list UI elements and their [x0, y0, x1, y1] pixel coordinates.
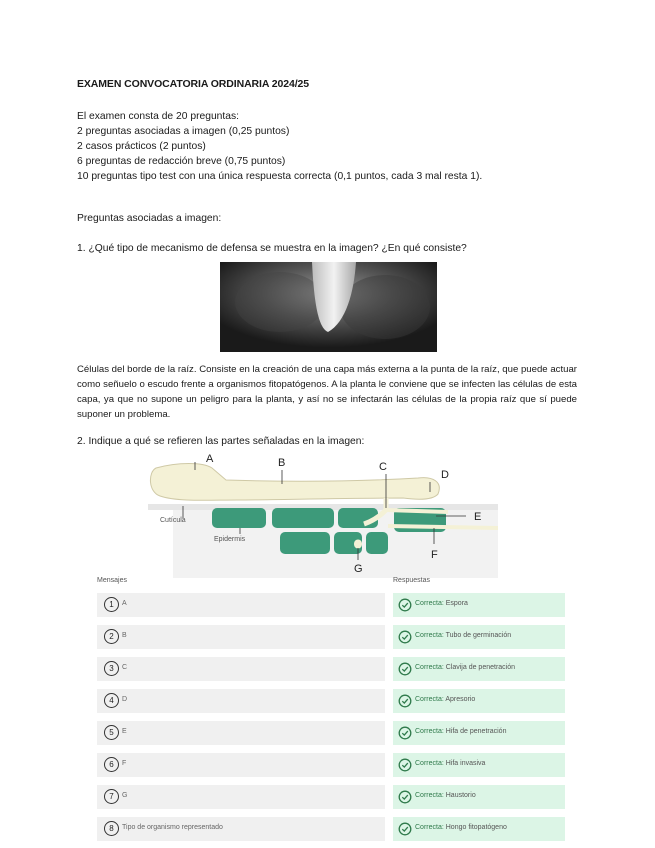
answer-text	[415, 760, 485, 767]
matching-row	[97, 657, 565, 681]
message-cell	[97, 657, 385, 681]
answer-value: Espora	[445, 600, 468, 607]
root-border-cells-photo	[220, 262, 437, 352]
fungal-infection-diagram	[148, 448, 498, 578]
mesophyll-cell	[366, 532, 388, 554]
check-circle-icon	[398, 694, 412, 708]
diagram-letter-e: E	[474, 511, 482, 523]
check-circle-icon	[398, 662, 412, 676]
correct-prefix: Correcta:	[415, 824, 444, 831]
correct-prefix: Correcta:	[415, 728, 444, 735]
message-text: G	[122, 792, 128, 799]
answer-text	[415, 600, 468, 607]
number-circle: 8	[104, 821, 119, 836]
matching-row	[97, 785, 565, 809]
intro-line: 10 preguntas tipo test con una única respuesta correcta (0,1 puntos, cada 3 mal resta 1).	[77, 171, 483, 182]
answer-text	[415, 728, 506, 735]
diagram-letter-d: D	[441, 469, 449, 481]
answer-cell	[393, 721, 565, 745]
number-circle: 1	[104, 597, 119, 612]
section-title: Preguntas asociadas a imagen:	[77, 213, 222, 224]
number-circle: 7	[104, 789, 119, 804]
question-1: 1. ¿Qué tipo de mecanismo de defensa se muestra en la imagen? ¿En qué consiste?	[77, 243, 467, 254]
message-text: A	[122, 600, 127, 607]
answer-value: Hifa de penetración	[445, 728, 507, 735]
message-cell	[97, 625, 385, 649]
answer-text	[415, 824, 507, 831]
mesophyll-cell	[280, 532, 330, 554]
exam-intro	[77, 109, 482, 184]
diagram-letter-g: G	[354, 563, 363, 575]
question-2: 2. Indique a qué se refieren las partes señaladas en la imagen:	[77, 436, 365, 447]
check-circle-icon	[398, 790, 412, 804]
answer-value: Clavija de penetración	[445, 664, 516, 671]
correct-prefix: Correcta:	[415, 600, 444, 607]
answer-value: Tubo de germinación	[445, 632, 512, 639]
answer-1: Células del borde de la raíz. Consiste en la creación de una capa más externa a la punta de la raíz, que puede actuar como señuelo o escudo frente a organismos fitopatógenos. A la planta le conviene que se infecten las células de esta capa, ya que no supone un peligro para la planta, y así no se infectarán las células de la propia raíz que sí puede suponer un problema.	[77, 364, 577, 420]
check-circle-icon	[398, 726, 412, 740]
number-circle: 5	[104, 725, 119, 740]
number-circle: 2	[104, 629, 119, 644]
matching-row	[97, 593, 565, 617]
diagram-letter-b: B	[278, 457, 286, 469]
check-circle-icon	[398, 630, 412, 644]
answer-text	[415, 696, 475, 703]
message-text: C	[122, 664, 128, 671]
correct-prefix: Correcta:	[415, 632, 444, 639]
correct-prefix: Correcta:	[415, 664, 444, 671]
correct-prefix: Correcta:	[415, 792, 444, 799]
answer-text	[415, 664, 515, 671]
answer-cell	[393, 593, 565, 617]
diagram-label-cuticle: Cutícula	[160, 517, 186, 524]
epidermal-cell	[212, 508, 266, 528]
answer-cell	[393, 753, 565, 777]
matching-row	[97, 817, 565, 841]
messages-column-header: Mensajes	[97, 577, 127, 584]
intro-line: El examen consta de 20 preguntas:	[77, 111, 239, 122]
message-cell	[97, 785, 385, 809]
answer-cell	[393, 785, 565, 809]
haustorium-shape	[354, 540, 362, 549]
check-circle-icon	[398, 822, 412, 836]
intro-line: 2 preguntas asociadas a imagen (0,25 puntos)	[77, 126, 290, 137]
message-text: B	[122, 632, 127, 639]
answer-text	[415, 632, 511, 639]
message-cell	[97, 753, 385, 777]
answer-value: Hongo fitopatógeno	[445, 824, 507, 831]
intro-line: 6 preguntas de redacción breve (0,75 puntos)	[77, 156, 286, 167]
message-text: D	[122, 696, 128, 703]
check-circle-icon	[398, 758, 412, 772]
answers-column-header: Respuestas	[393, 577, 430, 584]
check-circle-icon	[398, 598, 412, 612]
message-text: E	[122, 728, 127, 735]
number-circle: 3	[104, 661, 119, 676]
answer-cell	[393, 657, 565, 681]
diagram-letter-c: C	[379, 461, 387, 473]
diagram-letter-a: A	[206, 453, 214, 465]
answer-cell	[393, 689, 565, 713]
message-cell	[97, 721, 385, 745]
matching-row	[97, 689, 565, 713]
answer-text	[415, 792, 476, 799]
intro-line: 2 casos prácticos (2 puntos)	[77, 141, 206, 152]
epidermal-cell	[272, 508, 334, 528]
answer-cell	[393, 625, 565, 649]
correct-prefix: Correcta:	[415, 696, 444, 703]
matching-row	[97, 753, 565, 777]
answer-value: Hifa invasiva	[445, 760, 486, 767]
spore-shape	[150, 464, 439, 501]
correct-prefix: Correcta:	[415, 760, 444, 767]
number-circle: 6	[104, 757, 119, 772]
message-cell	[97, 593, 385, 617]
answer-cell	[393, 817, 565, 841]
number-circle: 4	[104, 693, 119, 708]
diagram-letter-f: F	[431, 549, 438, 561]
exam-title: EXAMEN CONVOCATORIA ORDINARIA 2024/25	[77, 78, 310, 90]
message-text: F	[122, 760, 127, 767]
matching-row	[97, 721, 565, 745]
diagram-label-epidermis: Epidermis	[214, 536, 246, 543]
message-text: Tipo de organismo representado	[122, 824, 223, 831]
matching-row	[97, 625, 565, 649]
answer-value: Apresorio	[445, 696, 476, 703]
message-cell	[97, 817, 385, 841]
message-cell	[97, 689, 385, 713]
answer-value: Haustorio	[445, 792, 476, 799]
